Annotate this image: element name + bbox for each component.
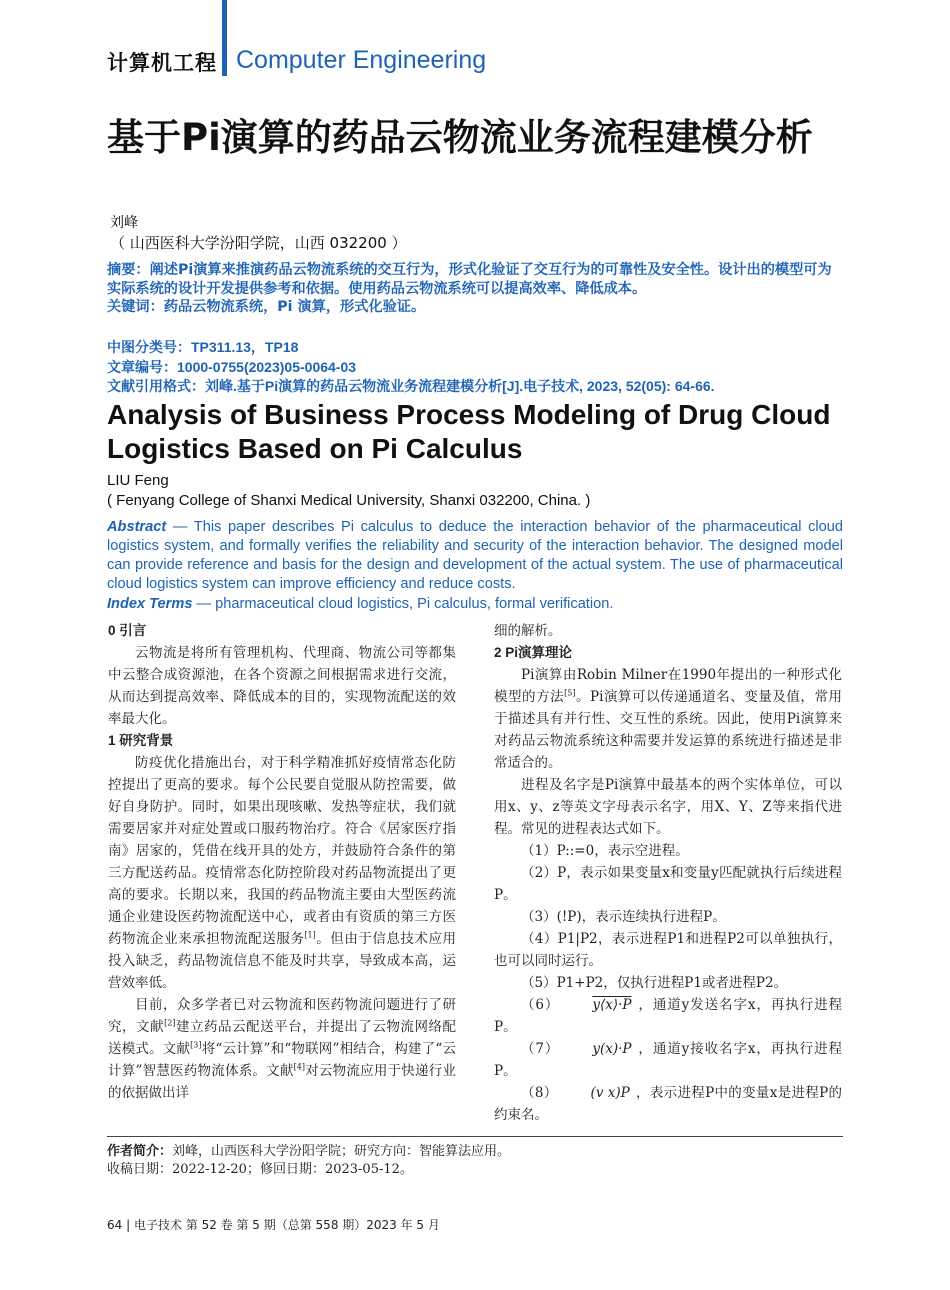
item-8-number: （8） xyxy=(521,1085,558,1101)
related-work-part-c: 将“云计算”和“物联网”相结合，构建了“云计算”智慧医药物流体系。文献 xyxy=(108,1041,457,1079)
related-work-part-b: 建立药品云配送平台，并提出了云物流网络配送模式。文献 xyxy=(108,1019,456,1057)
index-terms xyxy=(107,596,843,612)
affiliation-cn: （ 山西医科大学汾阳学院，山西 032200 ） xyxy=(110,234,407,252)
expression-item-6 xyxy=(494,994,842,1038)
page-footer: 64 | 电子技术 第 52 卷 第 5 期（总第 558 期）2023 年 5 月 xyxy=(107,1218,440,1232)
keywords-cn-text: 药品云物流系统，Pi 演算，形式化验证。 xyxy=(163,299,426,315)
section-heading-2: 2 Pi演算理论 xyxy=(494,645,573,660)
receive-formula: y(x)·P xyxy=(592,1041,632,1057)
author-bio-label: 作者简介： xyxy=(107,1143,173,1158)
header-accent-bar xyxy=(222,0,227,76)
affiliation-en: ( Fenyang College of Shanxi Medical University, Shanxi 032200, China. ) xyxy=(107,492,591,509)
pi-calculus-part-b: 。Pi演算可以传递通道名、变量及值，常用于描述具有并行性、交互性的系统。因此，使用Pi演算来对药品云物流系统这种需要并发运算的系统进行描述是非常适合的。 xyxy=(494,689,842,771)
restriction-formula: (v x)P xyxy=(590,1085,630,1101)
item-7-text: ，通道y接收名字x，再执行进程P。 xyxy=(494,1041,842,1079)
author-bio xyxy=(107,1140,510,1159)
footnote-divider xyxy=(107,1136,843,1137)
journal-section-en: Computer Engineering xyxy=(236,46,487,74)
index-terms-label: Index Terms xyxy=(107,596,193,612)
section-heading-0: 0 引言 xyxy=(108,623,147,638)
abstract-en-label: Abstract xyxy=(107,519,167,535)
paragraph-continuation: 细的解析。 xyxy=(494,623,562,639)
paragraph-entities: 进程及名字是Pi演算中最基本的两个实体单位，可以用x、y、z等英文字母表示名字，用X、Y、Z等来指代进程。常见的进程表达式如下。 xyxy=(494,777,842,837)
citation-ref-3: [3] xyxy=(190,1040,202,1050)
abstract-en-text: This paper describes Pi calculus to deduce the interaction behavior of the pharmaceutical cloud logistics system, and formally verifies the reliability and security of the interaction behavior. The designed model can provide reference and basis for the design and development of the actual system. The use of pharmaceutical cloud logistics system can improve efficiency and reduce costs. xyxy=(107,519,843,592)
journal-section-cn: 计算机工程 xyxy=(107,51,217,75)
paragraph-background-tail: 。但由于信息技术应用投入缺乏，药品物流信息不能及时共享，导致成本高，运营效率低。 xyxy=(108,931,457,991)
expression-item-2: （2）P，表示如果变量x和变量y匹配就执行后续进程P。 xyxy=(494,865,842,903)
index-terms-dash: — xyxy=(192,596,216,612)
body-column-right xyxy=(494,620,842,1126)
pi-calculus-part-a: Pi演算由Robin Milner在1990年提出的一种形式化模型的方法 xyxy=(494,667,842,705)
expression-item-4: （4）P1|P2，表示进程P1和进程P2可以单独执行，也可以同时运行。 xyxy=(494,931,842,969)
citation-ref-4: [4] xyxy=(293,1062,305,1072)
related-work-part-a: 目前，众多学者已对云物流和医药物流问题进行了研究，文献 xyxy=(108,997,456,1035)
keywords-cn xyxy=(107,298,843,317)
received-dates: 收稿日期：2022-12-20；修回日期：2023-05-12。 xyxy=(107,1162,413,1177)
author-cn: 刘峰 xyxy=(110,215,138,231)
abstract-cn-label: 摘要： xyxy=(107,262,150,278)
abstract-en xyxy=(107,518,843,594)
abstract-cn-text: 阐述Pi演算来推演药品云物流系统的交互行为，形式化验证了交互行为的可靠性及安全性。设计出的模型可为实际系统的设计开发提供参考和依据。使用药品云物流系统可以提高效率、降低成本。 xyxy=(107,262,832,297)
citation-format: 文献引用格式：刘峰.基于Pi演算的药品云物流业务流程建模分析[J].电子技术, 2023, 52(05): 64-66. xyxy=(107,378,715,394)
paragraph-related-work xyxy=(108,994,456,1104)
body-column-left xyxy=(108,620,456,1104)
keywords-cn-label: 关键词： xyxy=(107,299,164,315)
paragraph-background xyxy=(108,752,456,994)
article-number: 文章编号：1000-0755(2023)05-0064-03 xyxy=(107,359,357,375)
send-formula: y⟨x⟩·P xyxy=(592,997,632,1013)
paper-title-en: Analysis of Business Process Modeling of Drug Cloud Logistics Based on Pi Calculus xyxy=(107,399,831,464)
abstract-en-dash: — xyxy=(166,519,194,535)
citation-ref-1: [1] xyxy=(304,930,316,940)
expression-item-1: （1）P::=0，表示空进程。 xyxy=(521,843,689,859)
section-heading-1: 1 研究背景 xyxy=(108,733,174,748)
paragraph-pi-calculus xyxy=(494,664,842,774)
paper-title-cn: 基于Pi演算的药品云物流业务流程建模分析 xyxy=(107,116,813,159)
author-en: LIU Feng xyxy=(107,472,169,489)
item-6-number: （6） xyxy=(521,997,560,1013)
clc-number: 中图分类号：TP311.13，TP18 xyxy=(107,339,299,355)
related-work-part-d: 对云物流应用于快递行业的依据做出详 xyxy=(108,1063,456,1101)
paragraph-background-text: 防疫优化措施出台，对于科学精准抓好疫情常态化防控提出了更高的要求。每个公民要自觉服从防控需要，做好自身防护。同时，如果出现咳嗽、发热等症状，我们就需要居家并对症处置或口服药物治疗。符合《居家医疗指南》居家的，凭借在线开具的处方，并鼓励符合条件的第三方配送药品。疫情常态化防控阶段对药品物流提出了更高的要求。长期以来，我国的药品物流主要由大型医药流通企业建设医药物流配送中心，或者由有资质的第三方医药物流企业来承担物流配送服务 xyxy=(108,755,456,947)
item-6-text: ，通道y发送名字x，再执行进程P。 xyxy=(494,997,842,1035)
expression-item-8 xyxy=(494,1082,842,1126)
paragraph-intro: 云物流是将所有管理机构、代理商、物流公司等都集中云整合成资源池，在各个资源之间根据需求进行交流，从而达到提高效率、降低成本的目的，实现物流配送的效率最大化。 xyxy=(108,645,456,727)
citation-ref-2: [2] xyxy=(164,1018,176,1028)
index-terms-text: pharmaceutical cloud logistics, Pi calculus, formal verification. xyxy=(215,596,614,612)
expression-item-3: （3）(!P)，表示连续执行进程P。 xyxy=(521,909,726,925)
expression-item-5: （5）P1+P2，仅执行进程P1或者进程P2。 xyxy=(521,975,788,991)
expression-item-7 xyxy=(494,1038,842,1082)
item-7-number: （7） xyxy=(521,1041,560,1057)
abstract-cn xyxy=(107,261,843,298)
author-bio-text: 刘峰，山西医科大学汾阳学院；研究方向：智能算法应用。 xyxy=(172,1144,511,1159)
citation-ref-5: [5] xyxy=(564,688,576,698)
item-8-text: ，表示进程P中的变量x是进程P的约束名。 xyxy=(494,1085,843,1123)
